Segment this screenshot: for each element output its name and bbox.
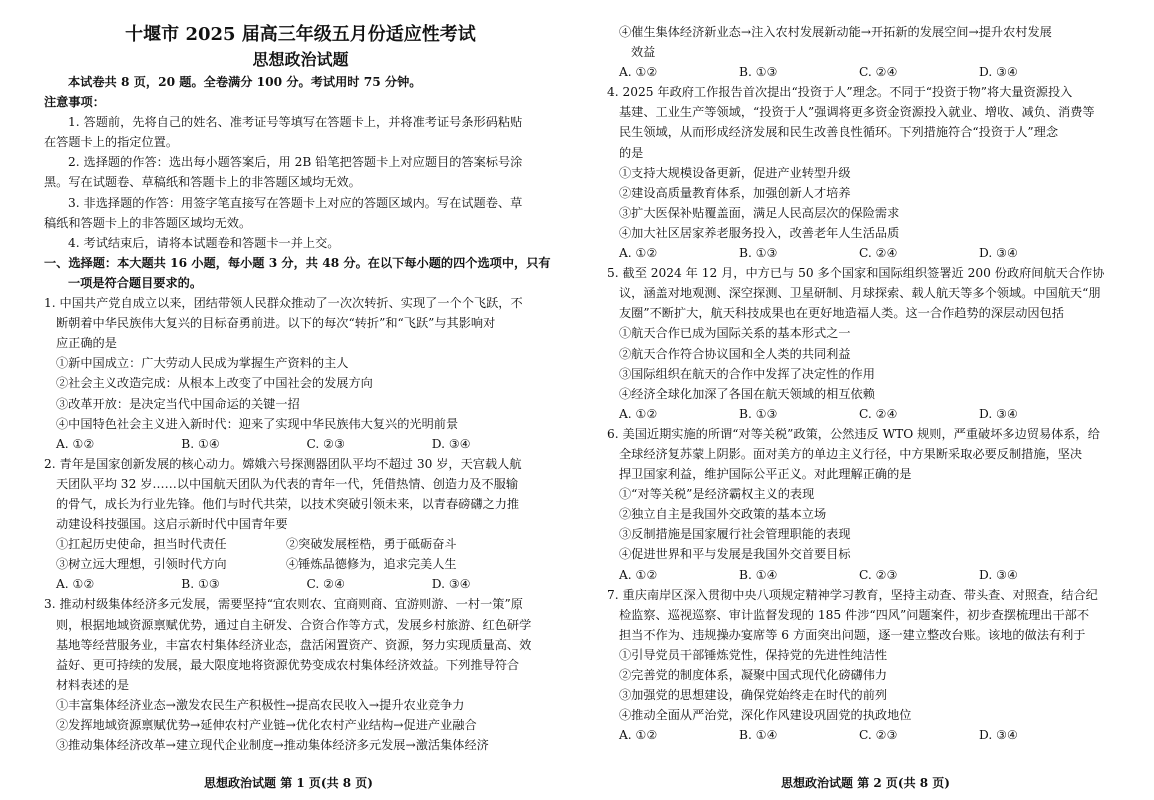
q3-option-d: D. ③④ [979,65,1018,80]
section-heading: 一、选择题：本大题共 16 小题，每小题 3 分，共 48 分。在以下每小题的四个选项中，只有 [44,255,551,270]
q1-item: ①新中国成立：广大劳动人民成为掌握生产资料的主人 [56,356,349,371]
q3-stem: 3. 推动村级集体经济多元发展，需要坚持“宜农则农、宜商则商、宜游则游、一村一策”原 [44,597,523,612]
note-line: 黑。写在试题卷、草稿纸和答题卡上的非答题区域均无效。 [44,175,361,190]
q7-item: ①引导党员干部锤炼党性，保持党的先进性纯洁性 [619,647,888,662]
q6-option-a: A. ①② [619,567,658,582]
q2-stem: 天团队平均 32 岁……以中国航天团队为代表的青年一代，凭借热情、创造力及不服输 [56,476,519,491]
q3-option-b: B. ①③ [739,65,778,80]
q2-items-row [44,534,557,554]
q2-options [44,574,557,594]
q4-options [607,243,1134,263]
q4-option-b: B. ①③ [739,246,778,261]
q6-options [607,565,1134,585]
q1-item: ④中国特色社会主义进入新时代：迎来了实现中华民族伟大复兴的光明前景 [56,416,459,431]
q5-stem: 议，涵盖对地观测、深空探测、卫星研制、月球探索、载人航天等多个领域。中国航天“朋 [619,286,1101,301]
q2-stem: 动建设科技强国。这启示新时代中国青年要 [56,517,288,532]
q5-option-c: C. ②④ [859,406,898,421]
q4-option-d: D. ③④ [979,246,1018,261]
q6-stem: 全球经济复苏蒙上阴影。面对美方的单边主义行径，中方果断采取必要反制措施，坚决 [619,446,1083,461]
page-footer-right: 思想政治试题 第 2 页(共 8 页) [781,776,950,790]
q1-stem: 应正确的是 [56,336,117,351]
q1-option-d: D. ③④ [431,436,471,451]
q3-item: ②发挥地域资源禀赋优势→延伸农村产业链→优化农村产业结构→促进产业融合 [56,718,477,732]
q5-item: ②航天合作符合协议国和全人类的共同利益 [619,346,851,361]
q4-option-c: C. ②④ [859,246,898,261]
q5-item: ③国际组织在航天的合作中发挥了决定性的作用 [619,366,875,381]
q1-option-c: C. ②③ [306,436,345,451]
q1-item: ②社会主义改造完成：从根本上改变了中国社会的发展方向 [56,376,373,391]
q6-stem: 6. 美国近期实施的所谓“对等关税”政策，公然违反 WTO 规则，严重破坏多边贸易体系，给 [607,426,1100,441]
q3-stem: 材料表述的是 [56,677,130,692]
q4-item: ②建设高质量教育体系，加强创新人才培养 [619,185,851,200]
q2-item: ①扛起历史使命，担当时代责任 [56,537,227,552]
q2-stem: 的骨气，成长为行业先锋。他们与时代共荣，以技术突破引领未来，以青春磅礴之力推 [56,496,520,511]
q7-stem: 7. 重庆南岸区深入贯彻中央八项规定精神学习教育，坚持主动查、带头查、对照查，结合纪 [607,587,1098,602]
q2-option-d: D. ③④ [431,577,471,592]
q4-option-a: A. ①② [619,246,658,261]
q4-stem: 的是 [619,145,644,160]
q7-item: ④推动全面从严治党，深化作风建设巩固党的执政地位 [619,708,912,723]
q3-item: 效益 [631,45,656,60]
q7-item: ③加强党的思想建设，确保党始终走在时代的前列 [619,688,888,703]
q4-stem: 4. 2025 年政府工作报告首次提出“投资于人”理念。不同于“投资于物”将大量资源投入 [607,85,1073,100]
note-line: 在答题卡上的指定位置。 [44,135,179,150]
q3-option-c: C. ②④ [859,65,898,80]
q3-item: ④催生集体经济新业态→注入农村发展新动能→开拓新的发展空间→提升农村发展 [619,25,1052,39]
notes-heading: 注意事项： [44,95,105,110]
q5-option-d: D. ③④ [979,406,1018,421]
q3-option-a: A. ①② [619,65,658,80]
exam-title: 十堰市 2025 届高三年级五月份适应性考试 [125,24,476,45]
q2-option-c: C. ②④ [306,577,345,592]
q4-stem: 基建、工业生产等领域，“投资于人”强调将更多资金资源投入就业、增收、减负、消费等 [619,105,1095,120]
q4-stem: 民生领域，从而形成经济发展和民生改善良性循环。下列措施符合“投资于人”理念 [619,125,1059,140]
q7-item: ②完善党的制度体系，凝聚中国式现代化磅礴伟力 [619,668,888,682]
q1-options [44,434,557,454]
q7-option-b: B. ①④ [739,728,778,743]
q1-option-a: A. ①② [56,436,95,451]
q7-option-a: A. ①② [619,728,658,743]
q5-option-b: B. ①③ [739,406,778,421]
exam-info: 本试卷共 8 页，20 题。全卷满分 100 分。考试用时 75 分钟。 [68,75,422,89]
q5-stem: 友圈”不断扩大，航天科技成果也在更好地造福人类。这一合作趋势的深层动因包括 [619,306,1064,321]
q2-item: ③树立远大理想，引领时代方向 [56,557,227,572]
q3-stem: 则，根据地域资源禀赋优势，通过自主研发、合资合作等方式，发展乡村旅游、红色研学 [56,617,532,632]
q6-item: ④促进世界和平与发展是我国外交首要目标 [619,547,851,562]
q1-stem: 断朝着中华民族伟大复兴的目标奋勇前进。以下的每次“转折”和“飞跃”与其影响对 [56,316,496,331]
q2-item: ④锤炼品德修为，追求完美人生 [286,557,457,572]
q2-stem: 2. 青年是国家创新发展的核心动力。嫦娥六号探测器团队平均不超过 30 岁，天宫载人航 [44,456,522,471]
q7-options [607,725,1134,745]
q5-options [607,404,1134,424]
q2-option-b: B. ①③ [181,577,220,592]
q5-item: ④经济全球化加深了各国在航天领域的相互依赖 [619,386,875,401]
q4-item: ①支持大规模设备更新，促进产业转型升级 [619,165,851,180]
q4-item: ④加大社区居家养老服务投入，改善老年人生活品质 [619,225,900,240]
note-line: 2. 选择题的作答：选出每小题答案后，用 2B 铅笔把答题卡上对应题目的答案标号涂 [68,155,523,170]
q3-options [607,62,1134,82]
q1-item: ③改革开放：是决定当代中国命运的关键一招 [56,396,300,411]
q7-option-c: C. ②③ [859,728,898,743]
q3-stem: 基地等经营服务业，丰富农村集体经济业态，盘活闲置资产、资源，努力实现质量高、效 [56,637,532,652]
note-line: 稿纸和答题卡上的非答题区域均无效。 [44,215,252,230]
q1-stem: 1. 中国共产党自成立以来，团结带领人民群众推动了一次次转折、实现了一个个飞跃，不 [44,296,523,311]
q5-item: ①航天合作已成为国际关系的基本形式之一 [619,326,851,341]
note-line: 4. 考试结束后，请将本试题卷和答题卡一并上交。 [68,235,340,250]
q7-stem: 检监察、巡视巡察、审计监督发现的 185 件涉“四风”问题案件，初步查摆梳理出干部不 [619,607,1090,622]
q7-stem: 担当不作为、违规操办宴席等 6 方面突出问题，逐一建立整改台账。该地的做法有利于 [619,627,1086,642]
q1-option-b: B. ①④ [181,436,220,451]
q4-item: ③扩大医保补贴覆盖面，满足人民高层次的保险需求 [619,205,900,220]
q2-option-a: A. ①② [56,577,95,592]
note-line: 1. 答题前，先将自己的姓名、准考证号等填写在答题卡上，并将准考证号条形码粘贴 [68,115,523,130]
q6-item: ②独立自主是我国外交政策的基本立场 [619,507,827,522]
q6-option-b: B. ①④ [739,567,778,582]
note-line: 3. 非选择题的作答：用签字笔直接写在答题卡上对应的答题区域内。写在试题卷、草 [68,195,523,210]
page-right [577,0,1154,800]
q5-option-a: A. ①② [619,406,658,421]
page-footer-left: 思想政治试题 第 1 页(共 8 页) [204,776,373,790]
q6-stem: 捍卫国家利益，维护国际公平正义。对此理解正确的是 [619,467,912,482]
q7-option-d: D. ③④ [979,728,1018,743]
q3-stem: 益好、更可持续的发展，最大限度地将资源优势变成农村集体经济效益。下列推导符合 [56,657,520,672]
q2-items-row [44,554,557,574]
exam-subtitle: 思想政治试题 [252,50,349,69]
q6-option-d: D. ③④ [979,567,1018,582]
q5-stem: 5. 截至 2024 年 12 月，中方已与 50 多个国家和国际组织签署近 200 份政府间航天合作协 [607,266,1105,281]
q6-item: ①“对等关税”是经济霸权主义的表现 [619,487,815,502]
q6-option-c: C. ②③ [859,567,898,582]
section-heading: 一项是符合题目要求的。 [68,275,203,290]
q3-item: ③推动集体经济改革→建立现代企业制度→推动集体经济多元发展→激活集体经济 [56,738,489,753]
q2-item: ②突破发展桎梏，勇于砥砺奋斗 [286,537,457,552]
q3-item: ①丰富集体经济业态→激发农民生产积极性→提高农民收入→提升农业竞争力 [56,697,465,712]
q6-item: ③反制措施是国家履行社会管理职能的表现 [619,527,851,542]
